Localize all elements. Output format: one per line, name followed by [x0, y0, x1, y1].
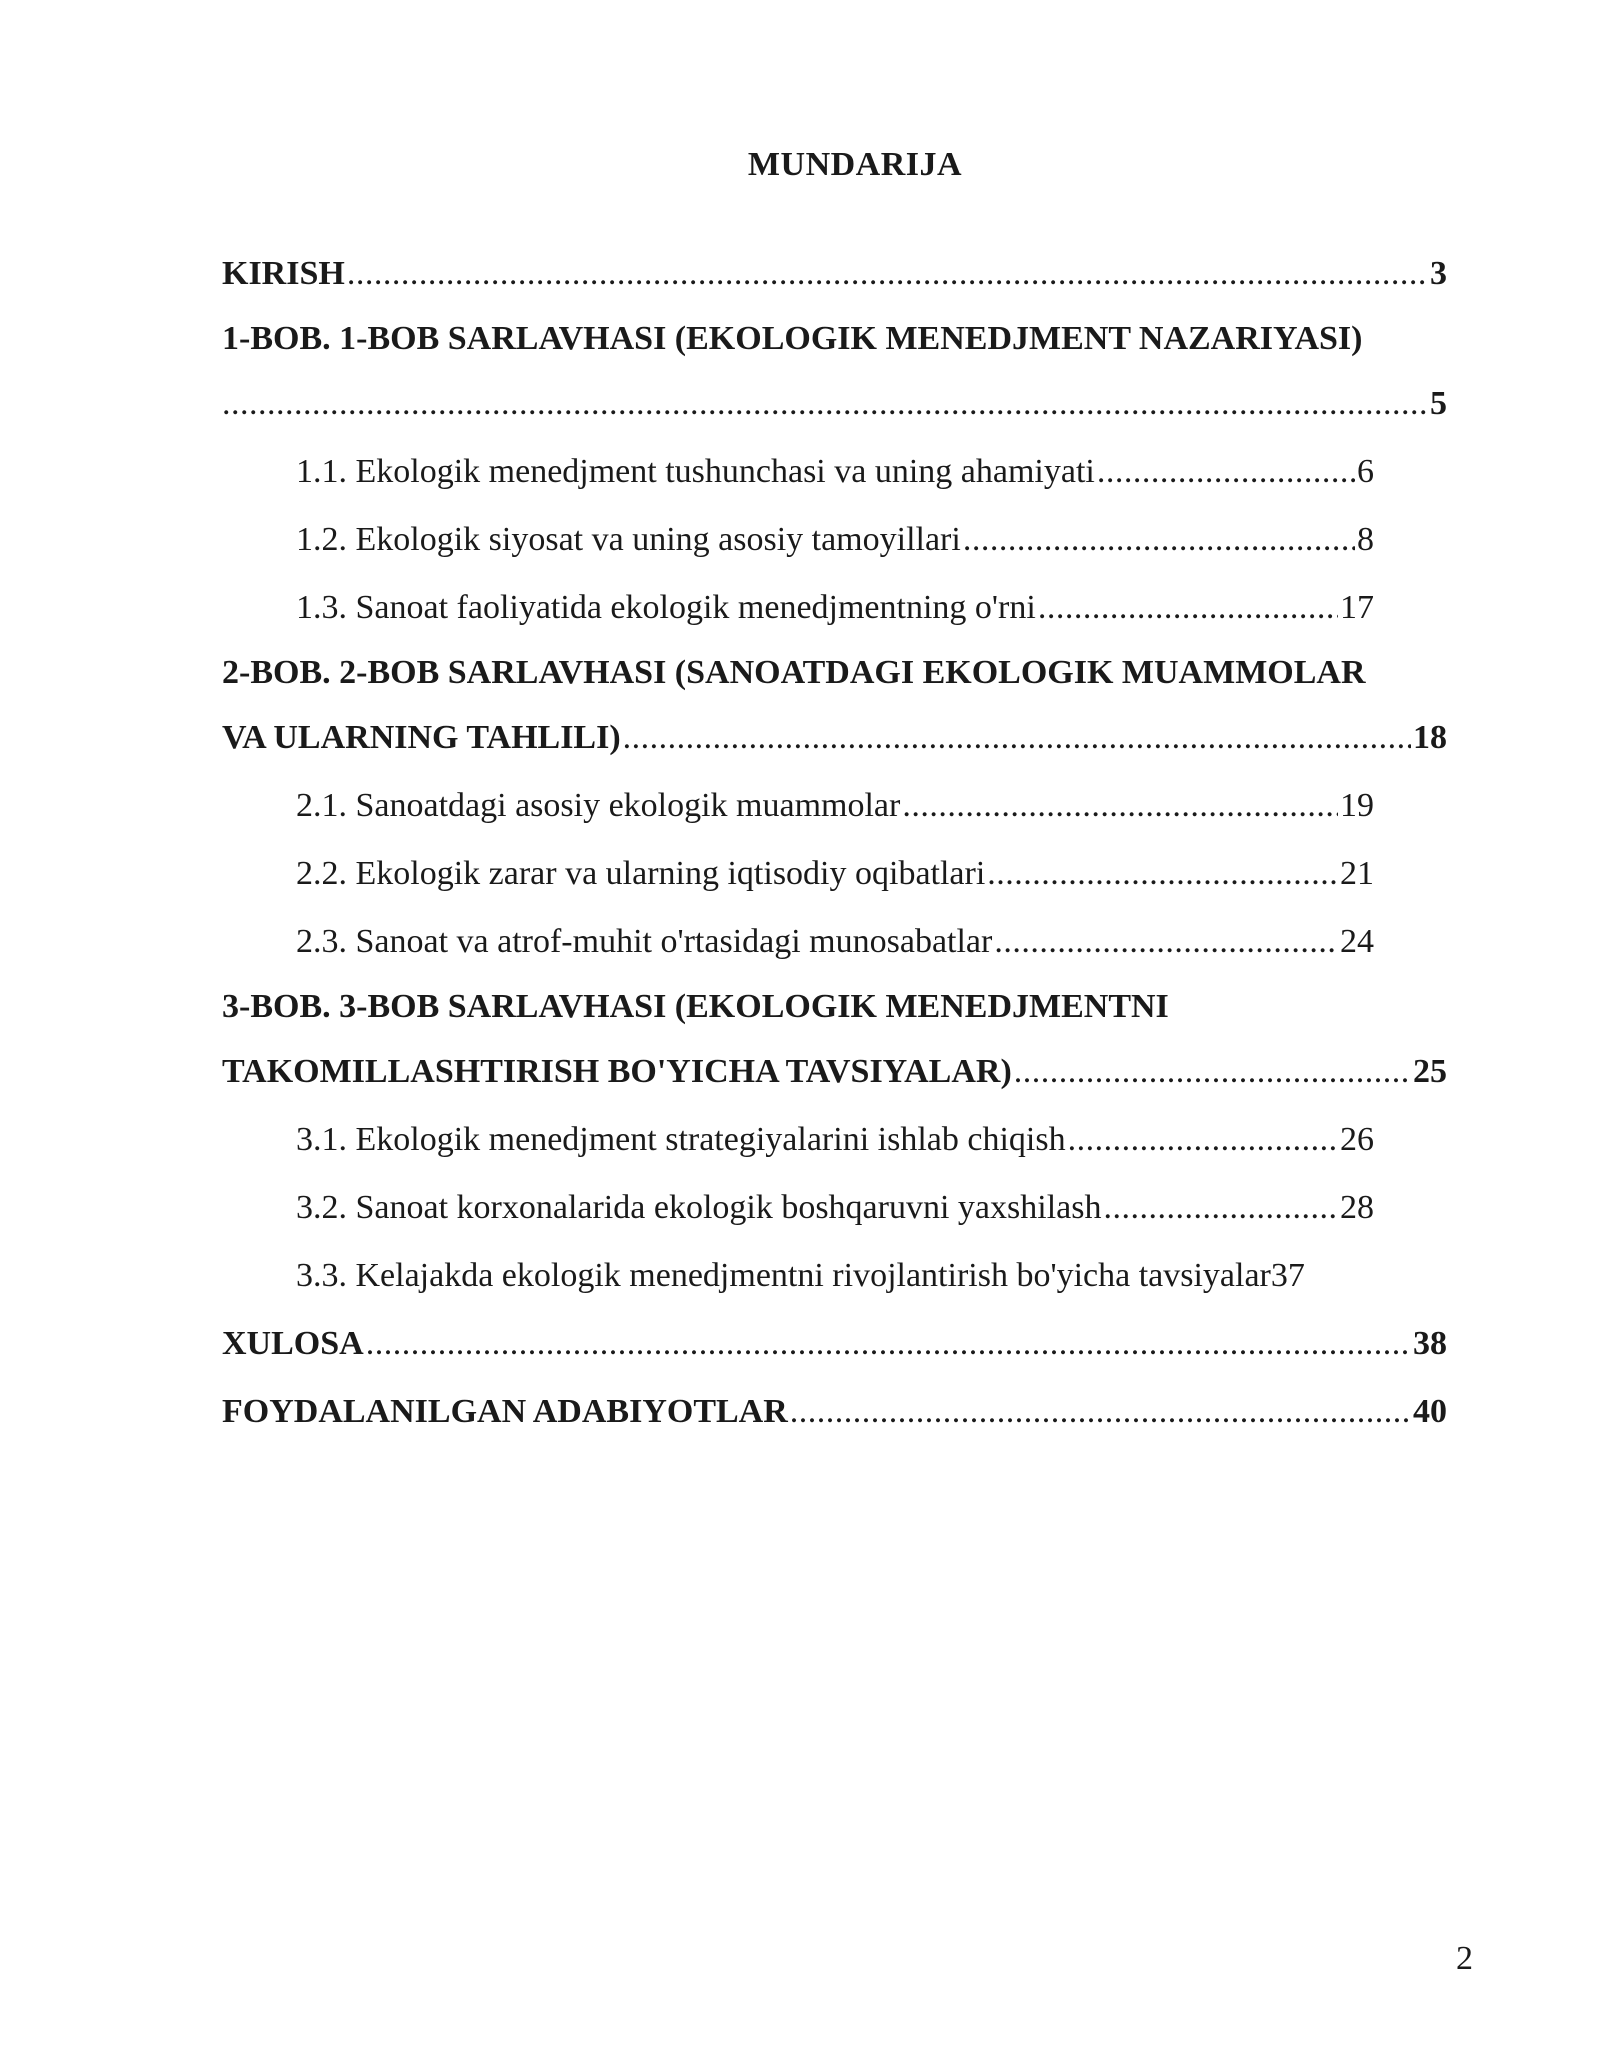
toc-entry-label: 3.2. Sanoat korxonalarida ekologik boshqaruvni yaxshilash — [296, 1189, 1102, 1226]
toc-entry-adabiyotlar[interactable] — [222, 1378, 1447, 1446]
toc-entry-label: 2.3. Sanoat va atrof-muhit o'rtasidagi munosabatlar — [296, 923, 993, 960]
toc-entry-page: 25 — [1413, 1053, 1447, 1090]
dot-leader — [1014, 1038, 1411, 1106]
toc-entry-3-3[interactable] — [296, 1242, 1374, 1310]
toc-chapter-1-heading[interactable] — [222, 308, 1447, 370]
toc-chapter-3-heading[interactable] — [222, 976, 1447, 1038]
toc-entry-page: 5 — [1430, 385, 1447, 422]
toc-entry-label: 2.1. Sanoatdagi asosiy ekologik muammolar — [296, 787, 901, 824]
toc-entry-page: 18 — [1413, 719, 1447, 756]
toc-entry-label: 2-BOB. 2-BOB SARLAVHASI (SANOATDAGI EKOLOGIK MUAMMOLAR — [222, 654, 1366, 691]
toc-entry-1-1[interactable] — [296, 438, 1374, 506]
toc-entry-label: KIRISH — [222, 255, 345, 292]
toc-entry-2-2[interactable] — [296, 840, 1374, 908]
dot-leader — [1103, 1174, 1338, 1242]
dot-leader — [963, 506, 1355, 574]
toc-entry-label: 1.2. Ekologik siyosat va uning asosiy tamoyillari — [296, 521, 961, 558]
toc-entry-label: FOYDALANILGAN ADABIYOTLAR — [222, 1393, 788, 1430]
toc-entry-kirish[interactable] — [222, 240, 1447, 308]
toc-entry-label: XULOSA — [222, 1325, 364, 1362]
toc-entry-label: TAKOMILLASHTIRISH BO'YICHA TAVSIYALAR) — [222, 1053, 1012, 1090]
toc-entry-1-3[interactable] — [296, 574, 1374, 642]
toc-entry-page: 38 — [1413, 1325, 1447, 1362]
toc-entry-page: 3 — [1430, 255, 1447, 292]
toc-entry-page: 28 — [1340, 1189, 1374, 1226]
toc-entry-page: 21 — [1340, 855, 1374, 892]
page-number: 2 — [1456, 1940, 1473, 1977]
toc-entry-label: 2.2. Ekologik zarar va ularning iqtisodiy oqibatlari — [296, 855, 986, 892]
toc-entry-page: 6 — [1357, 453, 1374, 490]
dot-leader — [987, 840, 1338, 908]
toc-chapter-2-heading[interactable] — [222, 642, 1447, 704]
dot-leader — [347, 240, 1428, 308]
toc-entry-page: 26 — [1340, 1121, 1374, 1158]
toc-entry-page: 19 — [1340, 787, 1374, 824]
table-of-contents — [222, 240, 1447, 1446]
toc-entry-page: 24 — [1340, 923, 1374, 960]
toc-entry-label: 3.3. Kelajakda ekologik menedjmentni rivojlantirish bo'yicha tavsiyalar37 — [296, 1257, 1305, 1294]
dot-leader — [623, 704, 1411, 772]
dot-leader — [366, 1310, 1411, 1378]
toc-entry-label: 3-BOB. 3-BOB SARLAVHASI (EKOLOGIK MENEDJMENTNI — [222, 988, 1169, 1025]
toc-entry-label: VA ULARNING TAHLILI) — [222, 719, 621, 756]
toc-entry-label: 1.1. Ekologik menedjment tushunchasi va uning ahamiyati — [296, 453, 1095, 490]
toc-entry-page: 8 — [1357, 521, 1374, 558]
page-title: MUNDARIJA — [747, 146, 963, 183]
toc-entry-1-2[interactable] — [296, 506, 1374, 574]
dot-leader — [1068, 1106, 1338, 1174]
dot-leader — [790, 1378, 1411, 1446]
toc-entry-3-1[interactable] — [296, 1106, 1374, 1174]
dot-leader — [1038, 574, 1338, 642]
toc-entry-page: 17 — [1340, 589, 1374, 626]
dot-leader — [902, 772, 1338, 840]
dot-leader — [1097, 438, 1355, 506]
toc-chapter-3-leader[interactable] — [222, 1038, 1447, 1106]
dot-leader — [994, 908, 1338, 976]
dot-leader — [222, 370, 1428, 438]
toc-entry-2-1[interactable] — [296, 772, 1374, 840]
toc-entry-page: 40 — [1413, 1393, 1447, 1430]
toc-entry-label: 1.3. Sanoat faoliyatida ekologik menedjmentning o'rni — [296, 589, 1036, 626]
toc-entry-label: 1-BOB. 1-BOB SARLAVHASI (EKOLOGIK MENEDJMENT NAZARIYASI) — [222, 320, 1363, 357]
toc-entry-label: 3.1. Ekologik menedjment strategiyalarini ishlab chiqish — [296, 1121, 1066, 1158]
toc-entry-2-3[interactable] — [296, 908, 1374, 976]
toc-entry-3-2[interactable] — [296, 1174, 1374, 1242]
toc-chapter-1-leader[interactable] — [222, 370, 1447, 438]
toc-chapter-2-leader[interactable] — [222, 704, 1447, 772]
toc-entry-xulosa[interactable] — [222, 1310, 1447, 1378]
